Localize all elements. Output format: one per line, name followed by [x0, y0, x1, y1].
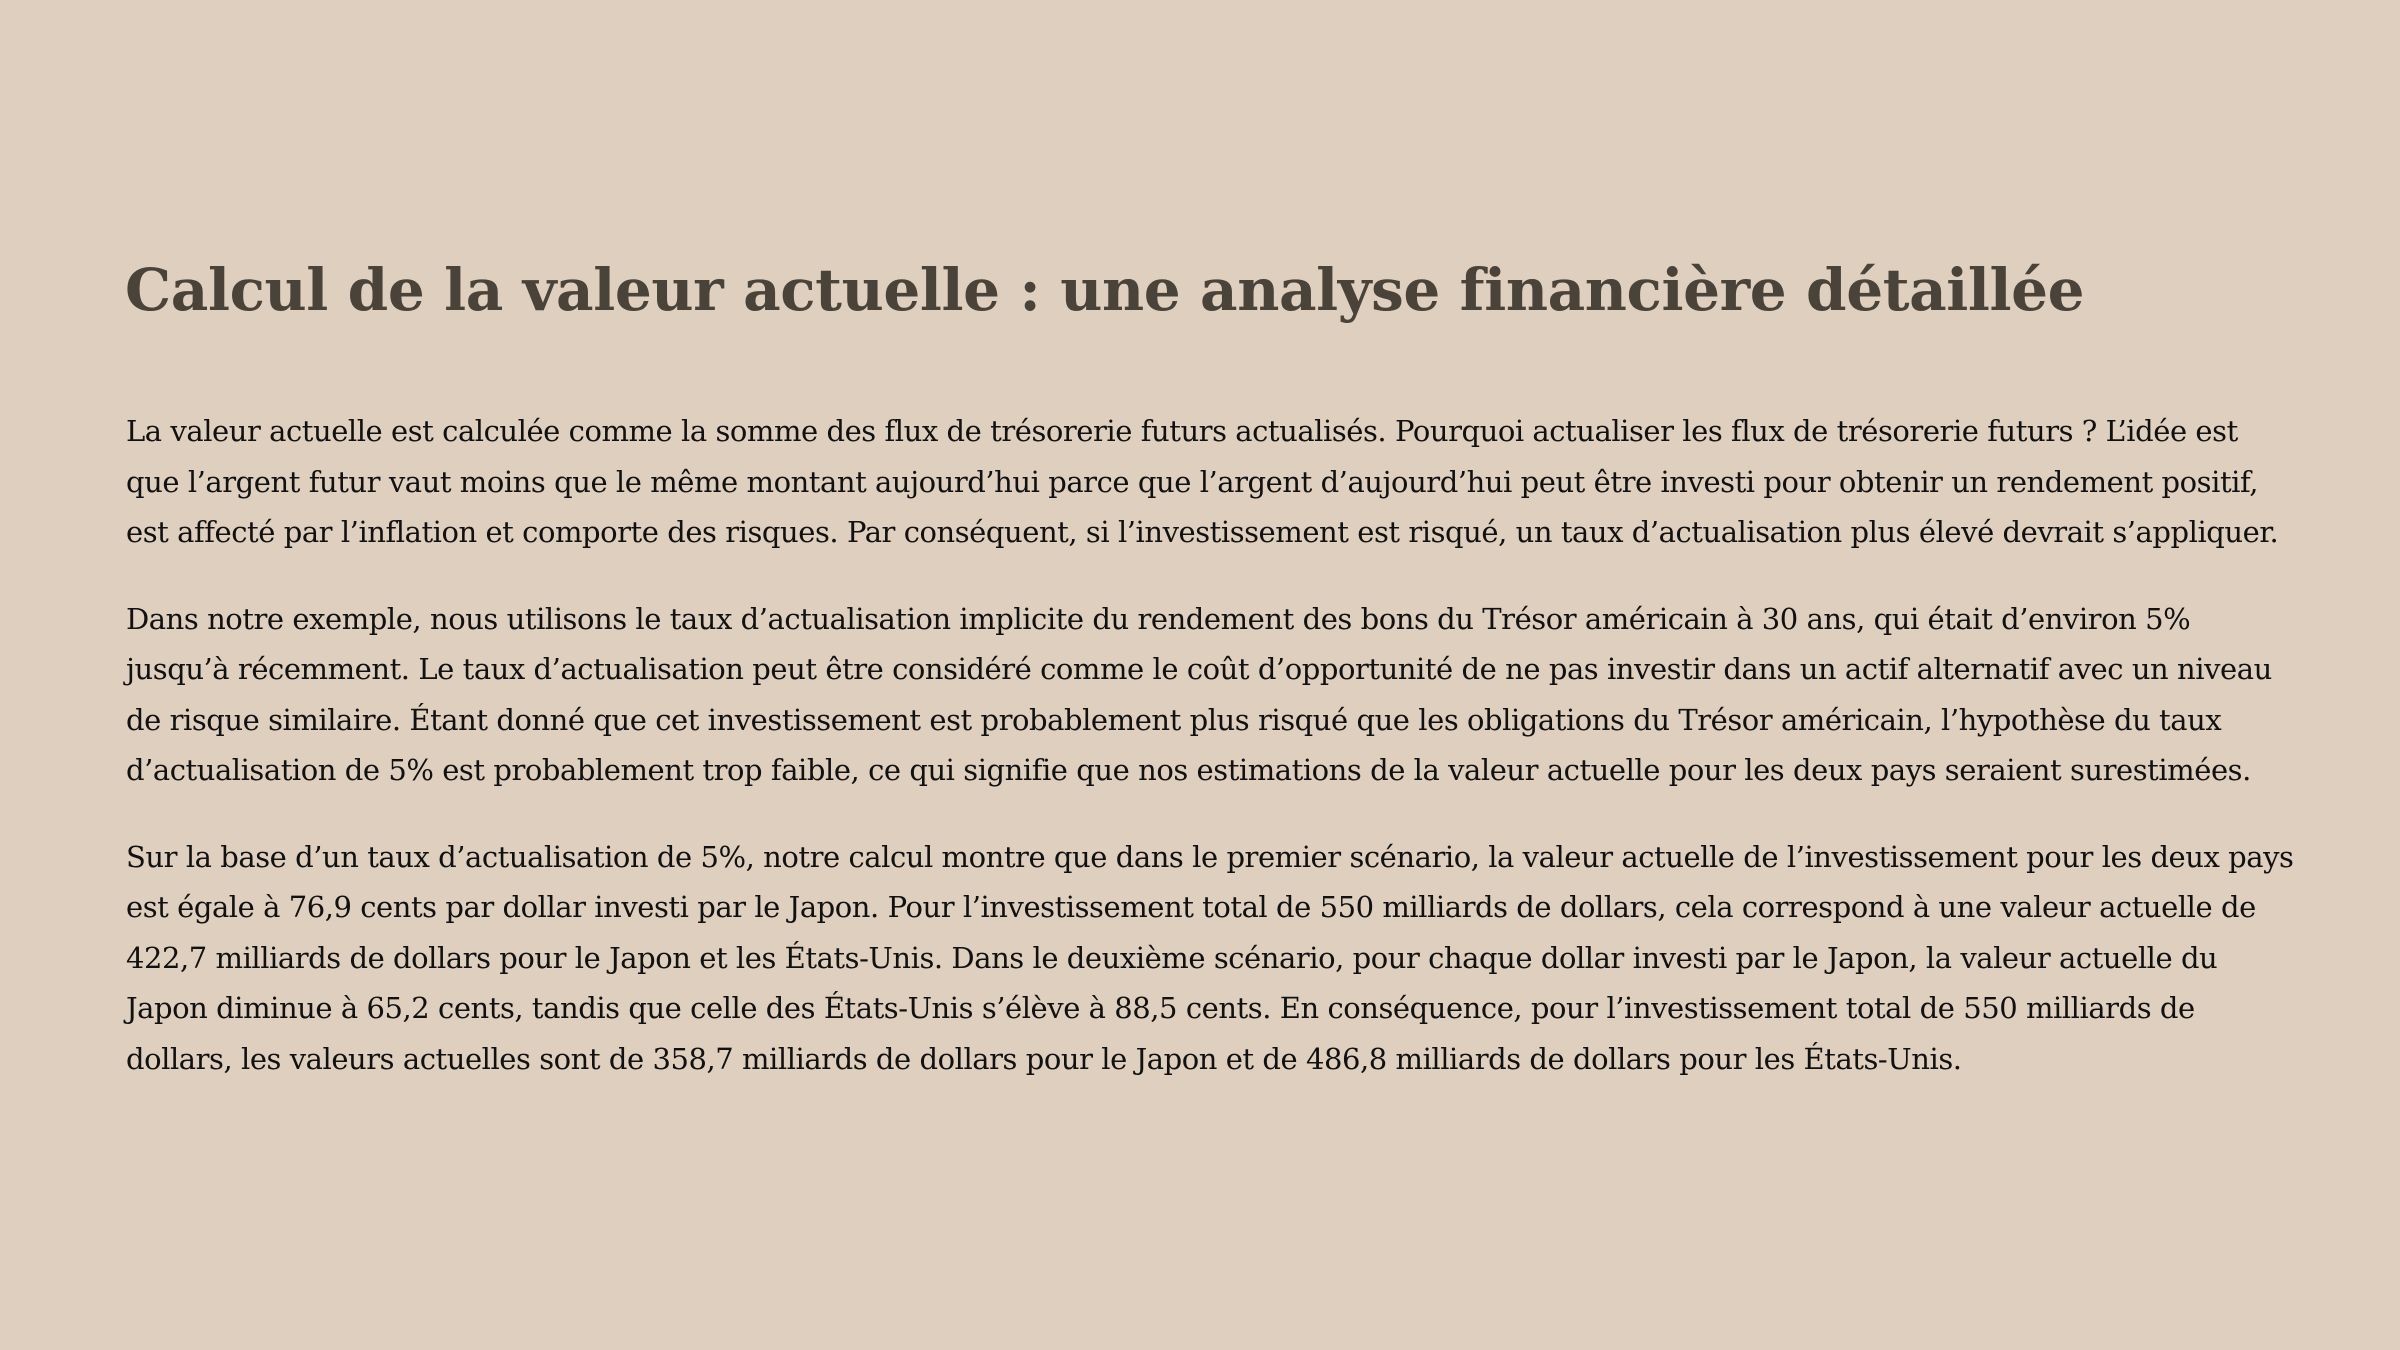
paragraph-discount-rate: Dans notre exemple, nous utilisons le taux d’actualisation implicite du rendement des bons du Trésor américain à 30 ans, qui était d’environ 5% jusqu’à récemment. Le taux d’actualisation peut être considéré comme le coût d’opportunité de ne pas investir dans un actif alternatif avec un niveau de risque similaire. Étant donné que cet investissement est probablement plus risqué que les obligations du Trésor américain, l’hypothèse du taux d’actualisation de 5% est probablement trop faible, ce qui signifie que nos estimations de la valeur actuelle pour les deux pays seraient surestimées. [126, 601, 2272, 787]
body-text [126, 406, 2296, 1120]
page-title: Calcul de la valeur actuelle : une analyse financière détaillée [125, 256, 2085, 324]
paragraph-calculation-results: Sur la base d’un taux d’actualisation de 5%, notre calcul montre que dans le premier scénario, la valeur actuelle de l’investissement pour les deux pays est égale à 76,9 cents par dollar investi par le Japon. Pour l’investissement total de 550 milliards de dollars, cela correspond à une valeur actuelle de 422,7 milliards de dollars pour le Japon et les États-Unis. Dans le deuxième scénario, pour chaque dollar investi par le Japon, la valeur actuelle du Japon diminue à 65,2 cents, tandis que celle des États-Unis s’élève à 88,5 cents. En conséquence, pour l’investissement total de 550 milliards de dollars, les valeurs actuelles sont de 358,7 milliards de dollars pour le Japon et de 486,8 milliards de dollars pour les États-Unis. [126, 839, 2294, 1076]
paragraph-present-value-definition: La valeur actuelle est calculée comme la somme des flux de trésorerie futurs actualisés. Pourquoi actualiser les flux de trésorerie futurs ? L’idée est que l’argent futur vaut moins que le même montant aujourd’hui parce que l’argent d’aujourd’hui peut être investi pour obtenir un rendement positif, est affecté par l’inflation et comporte des risques. Par conséquent, si l’investissement est risqué, un taux d’actualisation plus élevé devrait s’appliquer. [126, 414, 2279, 549]
